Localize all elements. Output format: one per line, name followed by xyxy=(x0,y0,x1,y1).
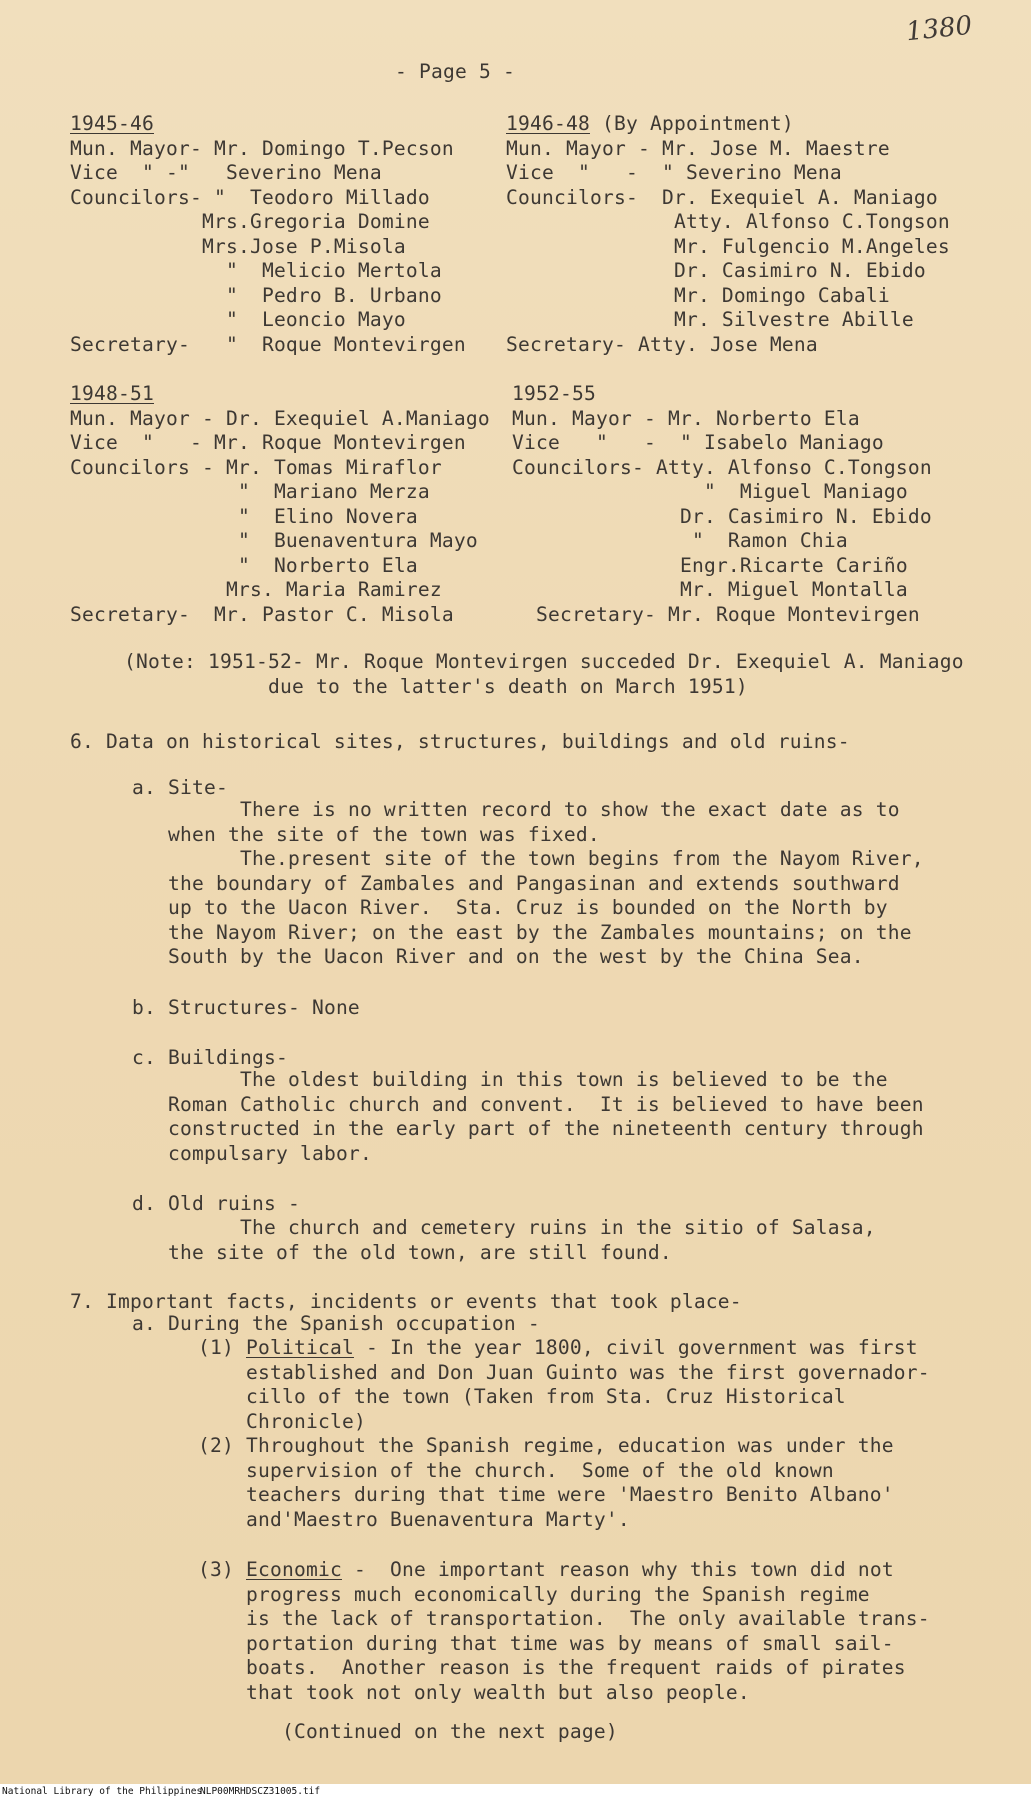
old-ruins-label: d. Old ruins - xyxy=(132,1192,300,1215)
paragraph-line: portation during that time was by means of small sail- xyxy=(198,1631,894,1655)
political-label: Political xyxy=(246,1336,354,1359)
item-first-line xyxy=(198,1336,930,1361)
officer-line: Atty. Alfonso C.Tongson xyxy=(506,210,950,233)
paragraph-line: and'Maestro Buenaventura Marty'. xyxy=(198,1507,630,1531)
paragraph-line: compulsary labor. xyxy=(168,1141,372,1165)
term-1945-46 xyxy=(70,112,466,357)
paragraph-line: when the site of the town was fixed. xyxy=(168,822,600,846)
paragraph-line: (2) Throughout the Spanish regime, education was under the xyxy=(198,1434,894,1457)
officer-line: Councilors - Mr. Tomas Miraflor xyxy=(70,455,442,479)
officer-line: Vice " - " Severino Mena xyxy=(506,161,842,184)
paragraph-line: Chronicle) xyxy=(198,1409,366,1433)
footer-library: National Library of the Philippines xyxy=(2,1786,203,1797)
term-period: 1945-46 xyxy=(70,112,154,135)
succession-note xyxy=(124,650,964,699)
officer-line: Mun. Mayor - Dr. Exequiel A.Maniago xyxy=(70,406,490,430)
term-period: 1948-51 xyxy=(70,382,154,405)
paragraph-line: the boundary of Zambales and Pangasinan and extends southward xyxy=(168,871,900,895)
officer-line: Secretary- Atty. Jose Mena xyxy=(506,332,818,356)
paragraph-line: There is no written record to show the exact date as to xyxy=(168,798,900,821)
officer-line: " Buenaventura Mayo xyxy=(70,529,478,552)
paragraph-line: up to the Uacon River. Sta. Cruz is bounded on the North by xyxy=(168,896,888,919)
economic-label: Economic xyxy=(246,1558,342,1581)
officer-line: " Mariano Merza xyxy=(70,480,430,503)
section-6-heading: 6. Data on historical sites, structures, buildings and old ruins- xyxy=(70,730,850,753)
officer-line: Vice " - Mr. Roque Montevirgen xyxy=(70,431,466,454)
term-1952-55 xyxy=(512,382,932,627)
officer-line: Councilors- Atty. Alfonso C.Tongson xyxy=(512,455,932,479)
item-economic xyxy=(198,1558,930,1705)
officer-line: " Ramon Chia xyxy=(512,529,848,552)
officer-line: Mrs.Gregoria Domine xyxy=(70,210,430,233)
paragraph-line: the Nayom River; on the east by the Zambales mountains; on the xyxy=(168,920,912,944)
continued-note: (Continued on the next page) xyxy=(282,1720,618,1743)
buildings-text xyxy=(168,1068,924,1166)
term-1946-48 xyxy=(506,112,950,357)
officer-line: Mrs.Jose P.Misola xyxy=(70,234,406,258)
item-education xyxy=(198,1434,894,1532)
officer-line: " Miguel Maniago xyxy=(512,480,908,503)
term-period: 1952-55 xyxy=(512,382,596,405)
page-label: - Page 5 - xyxy=(395,60,515,83)
paragraph-line: established and Don Juan Guinto was the first governador- xyxy=(198,1360,930,1384)
officer-line: " Elino Novera xyxy=(70,504,418,528)
note-line: due to the latter's death on March 1951) xyxy=(124,674,748,698)
officer-line: Mun. Mayor - Mr. Jose M. Maestre xyxy=(506,136,890,160)
paragraph-line: Roman Catholic church and convent. It is believed to have been xyxy=(168,1092,924,1116)
paragraph-line: that took not only wealth but also people. xyxy=(198,1680,750,1704)
old-ruins-text xyxy=(168,1216,876,1265)
footer-filename: NLP00MRHDSCZ31005.tif xyxy=(200,1786,321,1797)
section-7-heading: 7. Important facts, incidents or events that took place- xyxy=(70,1290,742,1313)
term-period: 1946-48 xyxy=(506,112,590,135)
term-heading xyxy=(506,112,950,137)
scan-footer xyxy=(0,1784,1031,1800)
item-number: (3) xyxy=(198,1558,246,1581)
officer-line: Mr. Fulgencio M.Angeles xyxy=(506,234,950,258)
officer-line: Engr.Ricarte Cariño xyxy=(512,553,908,577)
officer-line: Mun. Mayor- Mr. Domingo T.Pecson xyxy=(70,136,454,160)
officer-line: Dr. Casimiro N. Ebido xyxy=(506,259,926,282)
officer-line: Mr. Domingo Cabali xyxy=(506,283,890,307)
officer-line: Vice " - " Isabelo Maniago xyxy=(512,431,884,454)
item-political xyxy=(198,1336,930,1434)
buildings-label: c. Buildings- xyxy=(132,1046,288,1069)
handwritten-page-number: 1380 xyxy=(904,10,974,48)
site-label: a. Site- xyxy=(132,776,228,799)
officer-line: " Norberto Ela xyxy=(70,553,418,577)
structures-line: b. Structures- None xyxy=(132,996,360,1019)
officer-line: Vice " -" Severino Mena xyxy=(70,161,382,184)
officer-line: Secretary- Mr. Pastor C. Misola xyxy=(70,602,454,626)
officer-line: " Leoncio Mayo xyxy=(70,308,406,331)
item-first-line xyxy=(198,1558,930,1583)
note-line: (Note: 1951-52- Mr. Roque Montevirgen succeded Dr. Exequiel A. Maniago xyxy=(124,650,964,673)
paragraph-line: South by the Uacon River and on the west by the China Sea. xyxy=(168,945,864,968)
officer-line: Dr. Casimiro N. Ebido xyxy=(512,504,932,528)
officer-line: " Pedro B. Urbano xyxy=(70,283,442,307)
paragraph-line: constructed in the early part of the nineteenth century through xyxy=(168,1117,924,1140)
officer-line: Mr. Silvestre Abille xyxy=(506,308,914,331)
paragraph-line: the site of the old town, are still found. xyxy=(168,1240,672,1264)
paragraph-line: The oldest building in this town is believed to be the xyxy=(168,1068,888,1091)
officer-line: Mrs. Maria Ramirez xyxy=(70,578,442,601)
paragraph-line: progress much economically during the Spanish regime xyxy=(198,1582,870,1606)
spanish-occupation-heading: a. During the Spanish occupation - xyxy=(132,1312,540,1335)
paragraph-line: The church and cemetery ruins in the sitio of Salasa, xyxy=(168,1216,876,1239)
paragraph-line: teachers during that time were 'Maestro Benito Albano' xyxy=(198,1483,894,1506)
term-period-note: (By Appointment) xyxy=(589,112,794,135)
officer-line: Councilors- Dr. Exequiel A. Maniago xyxy=(506,185,938,209)
officer-line: " Melicio Mertola xyxy=(70,259,442,282)
site-text xyxy=(168,798,924,970)
term-1948-51 xyxy=(70,382,490,627)
item-number: (1) xyxy=(198,1336,246,1359)
paragraph-line: supervision of the church. Some of the old known xyxy=(198,1458,834,1482)
paragraph-line: boats. Another reason is the frequent raids of pirates xyxy=(198,1656,906,1679)
paragraph-line: is the lack of transportation. The only available trans- xyxy=(198,1607,930,1630)
paragraph-line: The.present site of the town begins from the Nayom River, xyxy=(168,847,924,870)
paragraph-line: cillo of the town (Taken from Sta. Cruz Historical xyxy=(198,1385,846,1408)
item-text: - In the year 1800, civil government was first xyxy=(353,1336,918,1359)
officer-line: Secretary- " Roque Montevirgen xyxy=(70,332,466,356)
item-text: - One important reason why this town did not xyxy=(341,1558,894,1581)
officer-line: Mr. Miguel Montalla xyxy=(512,578,908,601)
officer-line: Mun. Mayor - Mr. Norberto Ela xyxy=(512,406,860,430)
officer-line: Councilors- " Teodoro Millado xyxy=(70,185,430,209)
officer-line: Secretary- Mr. Roque Montevirgen xyxy=(512,602,920,626)
